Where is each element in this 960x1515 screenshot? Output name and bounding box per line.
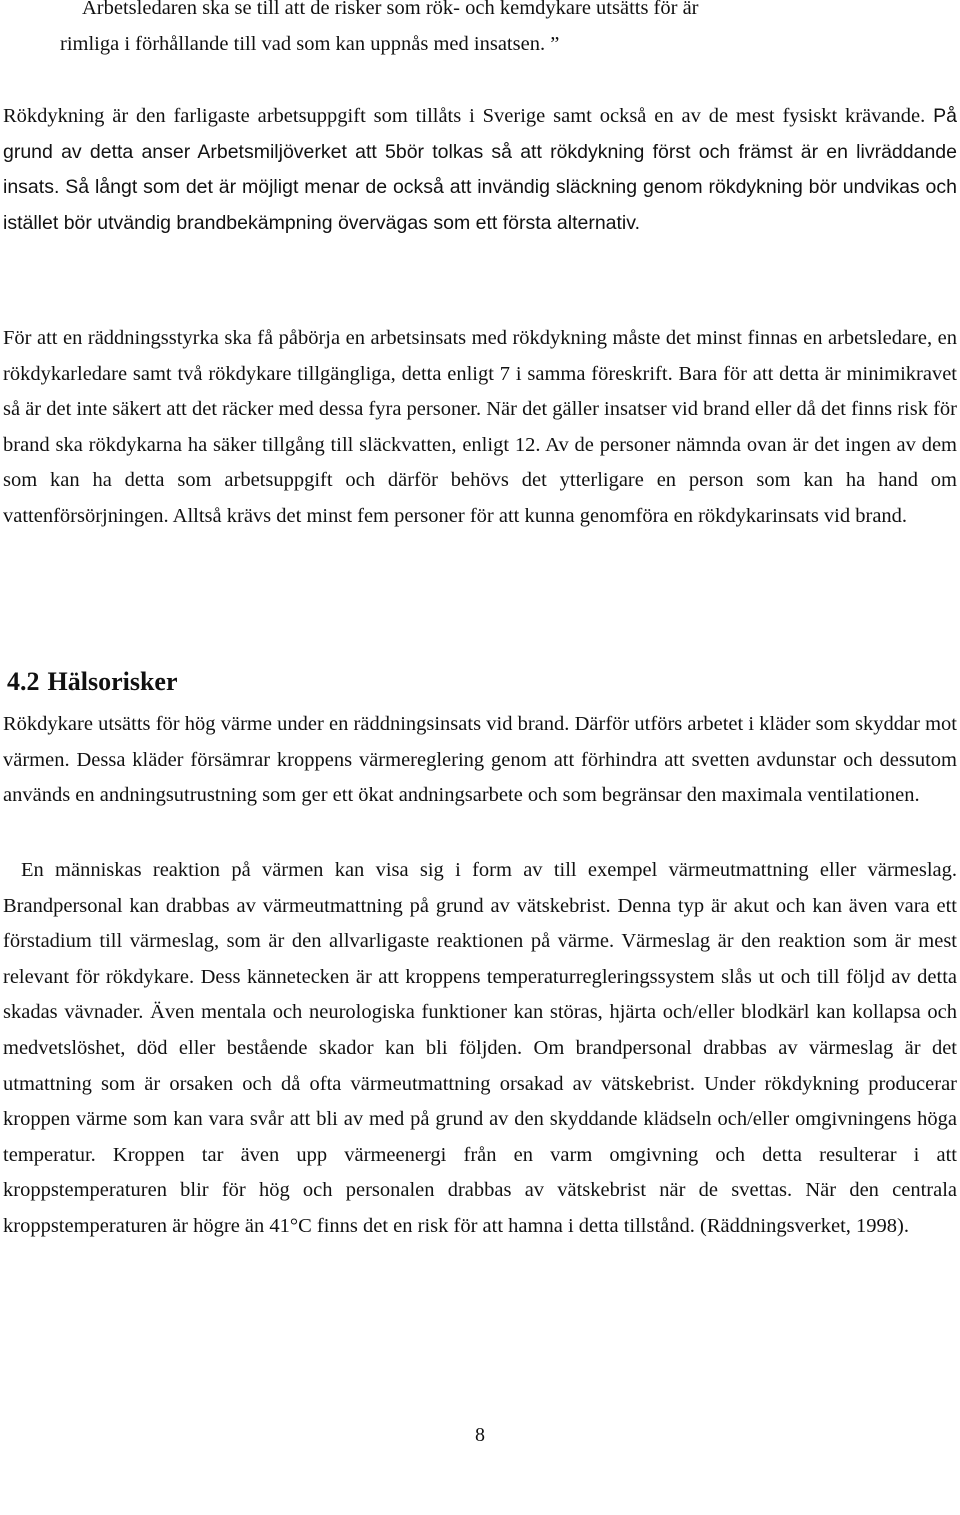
paragraph-varme-klader: Rökdykare utsätts för hög värme under en räddningsinsats vid brand. Därför utförs arbetet i kläder som skyddar mot värmen. Dessa kläder försämrar kroppens värmereglering genom att förhindra att svetten avdunstar och dessutom används en andningsutrustning som ger ett ökat andningsarbete och som begränsar den maximala ventilationen. xyxy=(3,713,957,807)
page-number: 8 xyxy=(475,1424,485,1446)
paragraph-text: För att en räddningsstyrka ska få påbörja en arbetsinsats med rökdykning måste det minst finnas en arbetsledare, en rökdykarledare samt två rökdykare tillgängliga, detta enligt 7 xyxy=(3,327,957,385)
quote-line-2: rimliga i förhållande till vad som kan uppnås med insatsen. ” xyxy=(60,32,560,55)
paragraph-bemanning xyxy=(3,321,957,535)
paragraph-quote-end xyxy=(3,0,957,62)
section-number: 4.2 xyxy=(7,667,40,696)
paragraph-varmeslag: En människas reaktion på värmen kan visa sig i form av till exempel värmeutmattning eller värmeslag. Brandpersonal kan drabbas av värmeutmattning på grund av vätskebrist. Denna typ är akut och kan även vara ett förstadium till värmeslag, som är den allvarligaste reaktionen på värme. Värmeslag är den reaktion som är mest relevant för rökdykare. Dess kännetecken är att kroppens temperaturregleringssystem slås ut och till följd av detta skadas vävnader. Även mentala och neurologiska funktioner kan störas, hjärta och/eller blodkärl kan kollapsa och medvetslöshet, död eller bestående skador kan bli följden. Om brandpersonal drabbas av värmeslag är det utmattning som är orsaken och då ofta värmeutmattning orsakad av vätskebrist. Under rökdykning producerar kroppen värme som kan vara svår att bli av med på grund av den skyddande klädseln och/eller omgivningens höga temperatur. Kroppen tar även upp värmeenergi från en varm omgivning och detta resulterar i att kroppstemperaturen blir för hög och personalen drabbas av vätskebrist när de svettas. När den centrala kroppstemperaturen är högre än 41°C finns det en risk för att hamna i detta tillstånd. (Räddningsverket, 1998). xyxy=(3,859,957,1237)
paragraph-text: På grund av detta anser Arbetsmiljöverket att 5 xyxy=(3,105,958,163)
paragraph-text: . Av de personer nämnda ovan är det ingen av dem som kan ha detta som arbetsuppgift och därför behövs det ytterligare en person som kan ha hand om vattenförsörjningen. Alltså krävs det minst fem personer för att kunna genomföra en rökdykarinsats vid brand. xyxy=(3,433,958,527)
paragraph-text: i samma föreskrift. Bara för att detta är minimikravet så är det inte säkert att det räcker med dessa fyra personer. När det gäller insatser vid brand eller då det finns risk för brand ska rökdykarna ha säker tillgång till släckvatten, enligt 12 xyxy=(3,362,958,456)
quote-line-1: Arbetsledaren ska se till att de risker som rök- och kemdykare utsätts för är xyxy=(82,0,699,19)
paragraph-text: Rökdykning är den farligaste arbetsuppgift som tillåts i Sverige samt också en av de mest fysiskt krävande. xyxy=(3,105,926,127)
paragraph-text: bör tolkas så att rökdykning först och främst är en livräddande insats. Så långt som det är möjligt menar de också att invändig släckning genom rökdykning bör undvikas och istället bör utvändig brandbekämpning övervägas som ett första alternativ. xyxy=(3,140,958,234)
section-title: Hälsorisker xyxy=(47,667,178,696)
paragraph-rokdykning-risk xyxy=(3,99,957,241)
section-heading xyxy=(3,666,178,698)
